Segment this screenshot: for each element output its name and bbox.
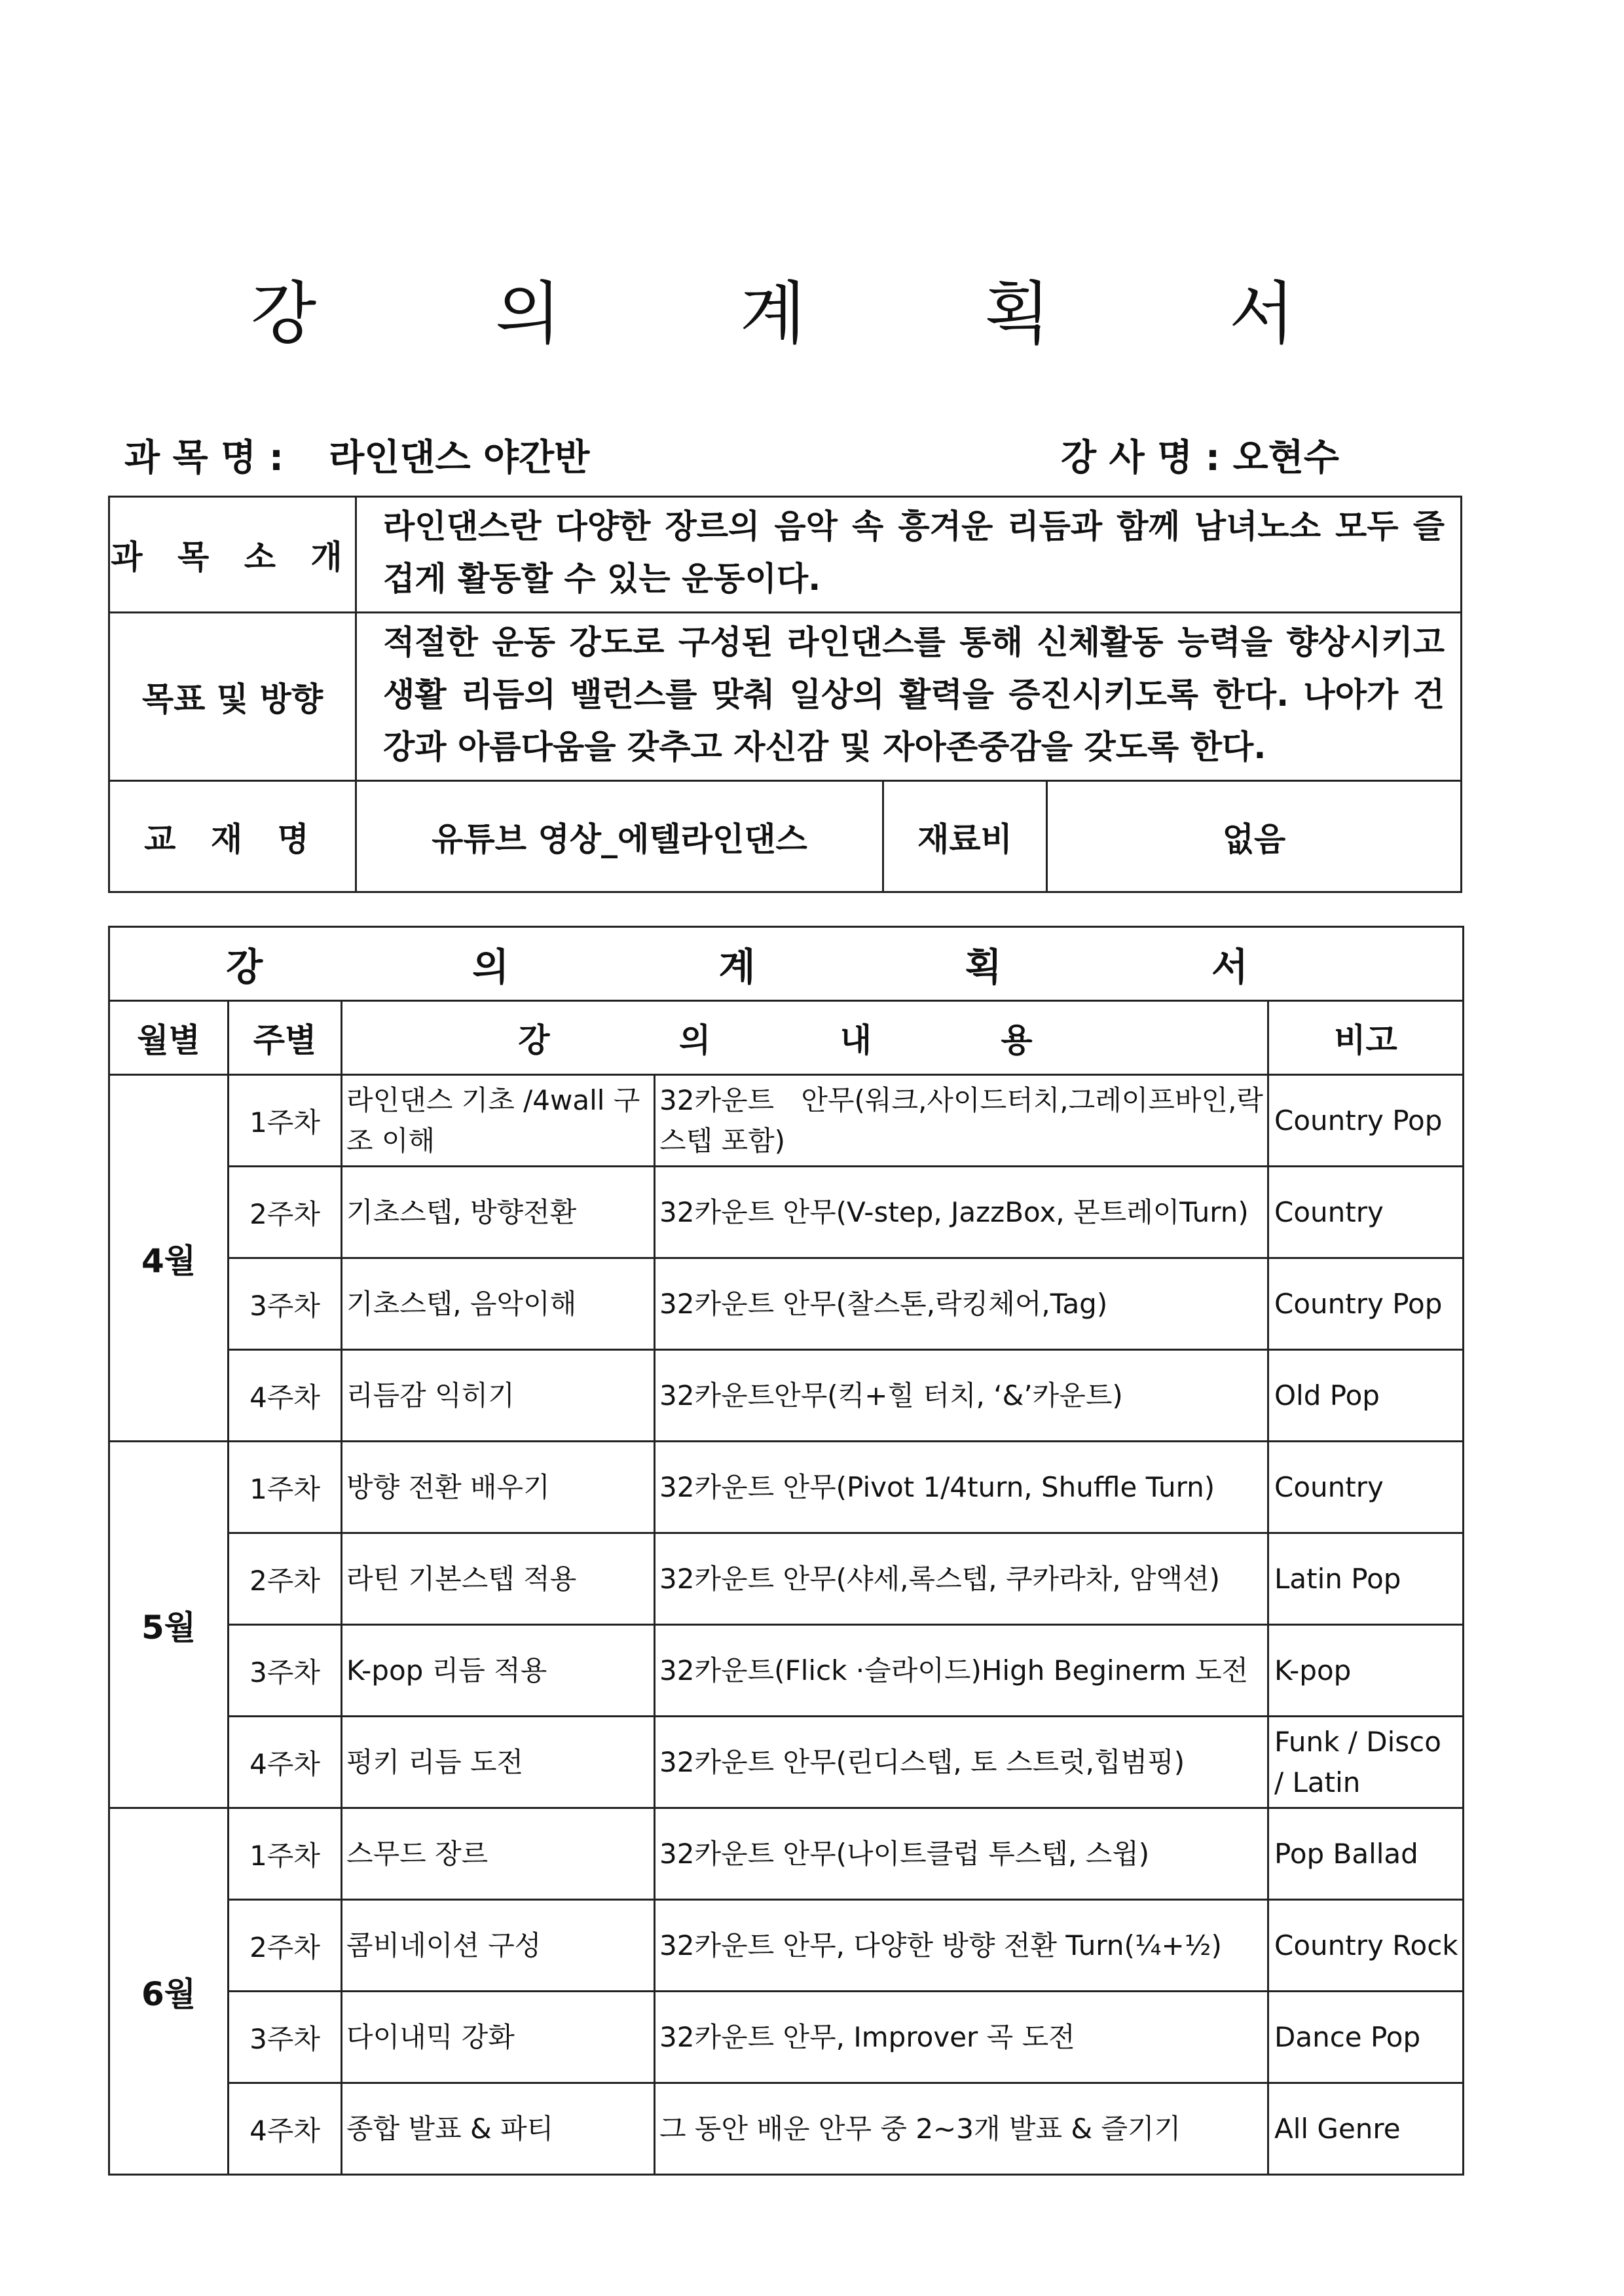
week-cell: 1주차 [229,1808,342,1900]
table-row [109,2083,1464,2175]
detail-cell: 32카운트안무(킥+힐 터치, ‘&’카운트) [655,1350,1268,1442]
genre-cell: Latin Pop [1268,1533,1464,1625]
detail-cell: 32카운트 안무, Improver 곡 도전 [655,1992,1268,2083]
textbook-row [109,781,1462,892]
genre-cell: All Genre [1268,2083,1464,2175]
header-content: 강 의 내 용 [342,1001,1268,1075]
fee-label: 재료비 [883,781,1047,892]
course-info-table [108,496,1462,893]
subject-label: 과 목 명 : [124,437,284,479]
table-row [109,1350,1464,1442]
month-cell: 5월 [109,1442,229,1808]
table-row [109,1075,1464,1167]
detail-cell: 32카운트 안무(샤세,록스텝, 쿠카라차, 암액션) [655,1533,1268,1625]
topic-cell: 펑키 리듬 도전 [342,1717,655,1808]
genre-cell: Funk / Disco / Latin [1268,1717,1464,1808]
week-cell: 1주차 [229,1442,342,1533]
header-month: 월별 [109,1001,229,1075]
week-cell: 4주차 [229,1350,342,1442]
table-row [109,1717,1464,1808]
textbook-value: 유튜브 영상_에텔라인댄스 [356,781,883,892]
table-row [109,1625,1464,1717]
table-row [109,1442,1464,1533]
goal-row [109,613,1462,781]
genre-cell: Country [1268,1442,1464,1533]
topic-cell: 라인댄스 기초 /4wall 구조 이해 [342,1075,655,1167]
detail-cell: 32카운트 안무(Pivot 1/4turn, Shuffle Turn) [655,1442,1268,1533]
document-title: 강 의 계 획 서 [250,274,1374,354]
lecture-plan-table [108,926,1464,2176]
genre-cell: Dance Pop [1268,1992,1464,2083]
topic-cell: 기초스텝, 방향전환 [342,1167,655,1258]
month-cell: 4월 [109,1075,229,1442]
plan-title: 강 의 계 획 서 [109,927,1464,1001]
detail-cell: 32카운트(Flick ·슬라이드)High Beginerm 도전 [655,1625,1268,1717]
table-row [109,1992,1464,2083]
topic-cell: 리듬감 익히기 [342,1350,655,1442]
week-cell: 2주차 [229,1900,342,1992]
topic-cell: 라틴 기본스텝 적용 [342,1533,655,1625]
genre-cell: Country Pop [1268,1258,1464,1350]
topic-cell: 종합 발표 & 파티 [342,2083,655,2175]
detail-cell: 32카운트 안무(워크,사이드터치,그레이프바인,락스텝 포함) [655,1075,1268,1167]
genre-cell: Country Pop [1268,1075,1464,1167]
week-cell: 2주차 [229,1533,342,1625]
genre-cell: Old Pop [1268,1350,1464,1442]
instructor-value: 오현수 [1232,437,1339,479]
textbook-label: 교 재 명 [109,781,356,892]
genre-cell: Pop Ballad [1268,1808,1464,1900]
goal-text: 적절한 운동 강도로 구성된 라인댄스를 통해 신체활동 능력을 향상시키고 생활 리듬의 밸런스를 맞춰 일상의 활력을 증진시키도록 한다. 나아가 건강과 아름다움을 갖추고 자신감 및 자아존중감을 갖도록 한다. [356,613,1462,781]
instructor-line [1061,429,1339,481]
intro-row [109,497,1462,613]
week-cell: 1주차 [229,1075,342,1167]
genre-cell: Country Rock [1268,1900,1464,1992]
plan-title-row [109,927,1464,1001]
plan-header-row [109,1001,1464,1075]
table-row [109,1808,1464,1900]
subject-line [124,429,589,481]
topic-cell: 다이내믹 강화 [342,1992,655,2083]
instructor-label: 강 사 명 : [1061,437,1221,479]
month-cell: 6월 [109,1808,229,2175]
intro-text: 라인댄스란 다양한 장르의 음악 속 흥겨운 리듬과 함께 남녀노소 모두 즐겁게 활동할 수 있는 운동이다. [356,497,1462,613]
topic-cell: K-pop 리듬 적용 [342,1625,655,1717]
detail-cell: 32카운트 안무(찰스톤,락킹체어,Tag) [655,1258,1268,1350]
detail-cell: 32카운트 안무, 다양한 방향 전환 Turn(¼+½) [655,1900,1268,1992]
week-cell: 4주차 [229,2083,342,2175]
detail-cell: 32카운트 안무(나이트클럽 투스텝, 스윕) [655,1808,1268,1900]
week-cell: 3주차 [229,1258,342,1350]
subject-value: 라인댄스 야간반 [329,437,590,479]
week-cell: 3주차 [229,1625,342,1717]
header-note: 비고 [1268,1001,1464,1075]
week-cell: 3주차 [229,1992,342,2083]
topic-cell: 콤비네이션 구성 [342,1900,655,1992]
fee-value: 없음 [1047,781,1462,892]
intro-label: 과 목 소 개 [109,497,356,613]
detail-cell: 그 동안 배운 안무 중 2~3개 발표 & 즐기기 [655,2083,1268,2175]
topic-cell: 스무드 장르 [342,1808,655,1900]
detail-cell: 32카운트 안무(린디스텝, 토 스트럿,힙범핑) [655,1717,1268,1808]
topic-cell: 방향 전환 배우기 [342,1442,655,1533]
table-row [109,1533,1464,1625]
goal-label: 목표 및 방향 [109,613,356,781]
table-row [109,1167,1464,1258]
genre-cell: K-pop [1268,1625,1464,1717]
detail-cell: 32카운트 안무(V-step, JazzBox, 몬트레이Turn) [655,1167,1268,1258]
table-row [109,1258,1464,1350]
week-cell: 4주차 [229,1717,342,1808]
topic-cell: 기초스텝, 음악이해 [342,1258,655,1350]
table-row [109,1900,1464,1992]
header-week: 주별 [229,1001,342,1075]
genre-cell: Country [1268,1167,1464,1258]
week-cell: 2주차 [229,1167,342,1258]
